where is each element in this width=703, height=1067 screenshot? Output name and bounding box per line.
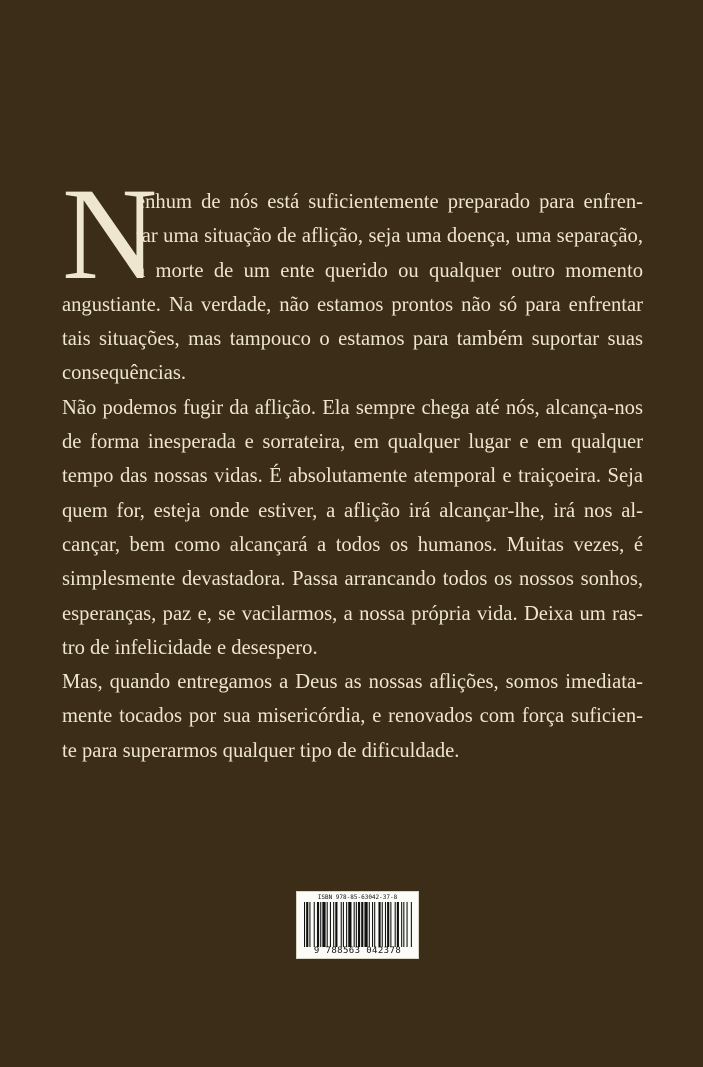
barcode-bar: [348, 902, 351, 947]
barcode-bars: [304, 902, 413, 947]
barcode-bar: [333, 902, 334, 947]
barcode-bar: [374, 902, 375, 947]
text-line: esperanças, paz e, se vacilarmos, a nossa própria vida. Deixa um ras-: [62, 602, 643, 625]
text-line: tempo das nossas vidas. É absolutamente atemporal e traiçoeira. Seja: [62, 465, 643, 488]
text-line: cançar, bem como alcançará a todos os humanos. Muitas vezes, é: [62, 533, 643, 556]
barcode-bar: [327, 902, 328, 947]
barcode-bar: [369, 902, 370, 947]
barcode-bar: [397, 902, 399, 947]
barcode-bar: [385, 902, 386, 947]
barcode-bar: [343, 902, 344, 947]
barcode-bar: [306, 902, 308, 947]
text-line: tais situações, mas tampouco o estamos para também suportar suas: [62, 328, 643, 351]
drop-cap-letter: N: [62, 160, 158, 307]
text-line: a morte de um ente querido ou qualquer outro momento: [136, 259, 643, 282]
text-line: Mas, quando entregamos a Deus as nossas aflições, somos imediata-: [62, 671, 643, 694]
text-line: mente tocados por sua misericórdia, e renovados com força suficien-: [62, 705, 643, 728]
barcode-bar: [330, 902, 331, 947]
barcode-bar: [395, 902, 396, 947]
barcode-bar: [364, 902, 367, 947]
text-line: enhum de nós está suficientemente preparado para enfren-: [136, 191, 643, 213]
barcode-bar: [304, 902, 305, 947]
isbn-barcode: [296, 891, 419, 959]
barcode-bar: [403, 902, 404, 947]
barcode-digits: 9 788563 042378: [313, 946, 402, 956]
barcode-bar: [361, 902, 363, 947]
text-line: te para superarmos qualquer tipo de dificuldade.: [62, 739, 460, 762]
barcode-bar: [354, 902, 355, 947]
barcode-bar: [358, 902, 360, 947]
barcode-bar: [401, 902, 402, 947]
text-line: tar uma situação de aflição, seja uma doença, uma separação,: [136, 225, 643, 248]
text-line: angustiante. Na verdade, não estamos prontos não só para enfrentar: [62, 293, 643, 316]
back-cover-text: [62, 160, 643, 768]
text-line: Não podemos fugir da aflição. Ela sempre chega até nós, alcança-nos: [62, 396, 643, 419]
text-line: consequências.: [62, 362, 187, 385]
barcode-bar: [390, 902, 391, 947]
text-line: quem for, esteja onde estiver, a aflição irá alcançar-lhe, irá nos al-: [62, 499, 643, 522]
barcode-bar: [314, 902, 315, 947]
barcode-bar: [335, 902, 337, 947]
barcode-bar: [378, 902, 380, 947]
barcode-bar: [320, 902, 321, 947]
barcode-bar: [322, 902, 325, 947]
text-line: tro de infelicidade e desespero.: [62, 636, 318, 659]
barcode-bar: [382, 902, 383, 947]
barcode-bar: [346, 902, 347, 947]
barcode-bar: [309, 902, 310, 947]
text-line: de forma inesperada e sorrateira, em qualquer lugar e em qualquer: [62, 431, 643, 454]
barcode-bar: [387, 902, 389, 947]
isbn-label: ISBN 978-85-63042-37-8: [317, 894, 398, 901]
barcode-bar: [411, 902, 412, 947]
barcode-bar: [356, 902, 357, 947]
barcode-bar: [317, 902, 319, 947]
barcode-bar: [407, 902, 408, 947]
text-line: simplesmente devastadora. Passa arrancando todos os nossos sonhos,: [62, 568, 643, 591]
barcode-bar: [372, 902, 373, 947]
barcode-bar: [341, 902, 342, 947]
